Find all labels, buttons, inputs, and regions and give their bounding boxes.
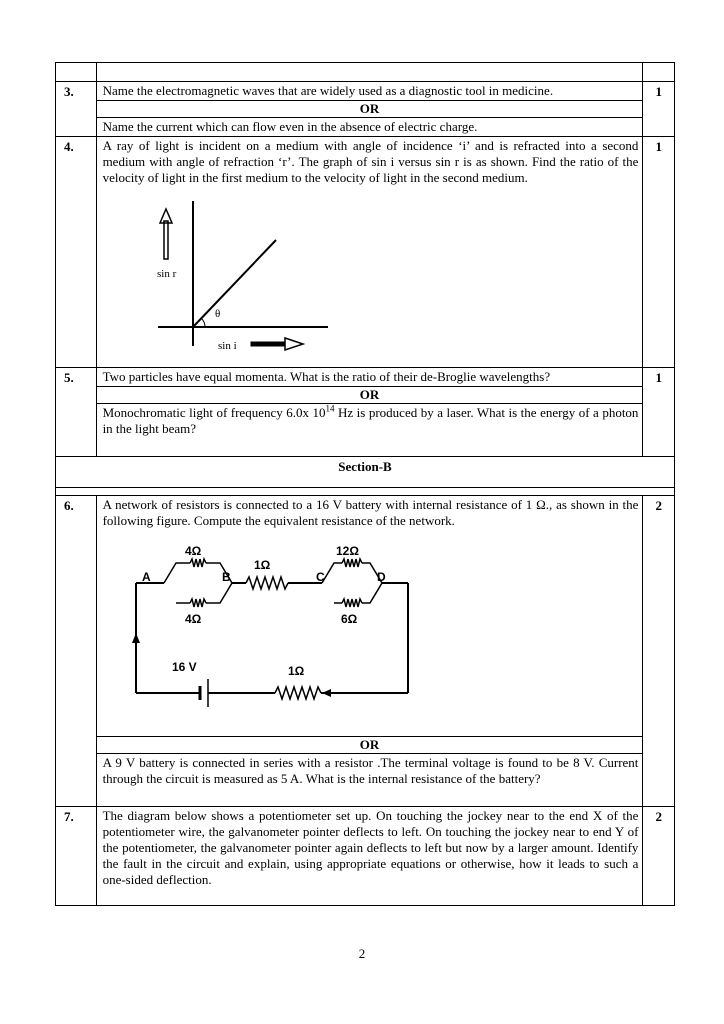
question-number: 3. <box>56 82 97 137</box>
table-row <box>56 404 675 457</box>
question-number: 4. <box>56 137 97 368</box>
table-row <box>56 368 675 387</box>
resistor-icon <box>190 559 206 567</box>
upward-arrow-icon <box>160 209 172 259</box>
question-text: The diagram below shows a potentiometer set up. On touching the jockey near to the end X of the potentiometer wire, the galvanometer pointer deflects to left. On touching the jockey near to end Y of the potentiometer, the galvanometer pointer again deflects to left but now by a larger amount. Identify the fault in the circuit and explain, using appropriate equations or otherwise, how it leads to such a one-sided deflection. <box>96 807 643 906</box>
table-row <box>56 101 675 118</box>
table-row <box>56 488 675 496</box>
node-a-label: A <box>141 570 151 584</box>
table-row <box>56 137 675 368</box>
question-marks: 1 <box>643 137 675 368</box>
graph-line <box>193 240 276 327</box>
resistor-ab-bottom-label: 4Ω <box>184 612 201 626</box>
question-text: A network of resistors is connected to a 16 V battery with internal resistance of 1 Ω., as shown in the following figure. Compute the equivalent resistance of the network. <box>102 497 639 528</box>
resistor-internal-label: 1Ω <box>287 664 304 678</box>
parallel-block-cd <box>322 563 382 603</box>
or-label: OR <box>96 101 643 118</box>
node-b-label: B <box>221 570 231 584</box>
node-d-label: D <box>376 570 386 584</box>
question-table <box>55 62 675 906</box>
resistor-icon <box>342 559 362 567</box>
resistor-icon <box>246 577 288 589</box>
resistor-icon <box>342 599 362 607</box>
table-row <box>56 82 675 101</box>
arrow-left-icon <box>322 689 331 697</box>
question-alt-text: Name the current which can flow even in the absence of electric charge. <box>96 118 643 137</box>
resistor-cd-top-label: 12Ω <box>335 544 359 558</box>
table-row <box>56 457 675 488</box>
right-arrow-icon <box>251 338 303 350</box>
question-text: Two particles have equal momenta. What is the ratio of their de-Broglie wavelengths? <box>96 368 643 387</box>
table-row <box>56 754 675 807</box>
question-marks: 2 <box>643 807 675 906</box>
resistor-cd-bottom-label: 6Ω <box>340 612 357 626</box>
page-number: 2 <box>358 946 366 961</box>
y-axis-label: sin r <box>156 268 176 280</box>
arrow-up-icon <box>132 633 140 643</box>
resistor-ab-top-label: 4Ω <box>184 544 201 558</box>
question-marks: 1 <box>643 82 675 137</box>
question-text: A ray of light is incident on a medium with angle of incidence ‘i’ and is refracted into a second medium with angle of refraction ‘r’. The graph of sin i versus sin r is as shown. Find the ratio of the velocity of light in the first medium to the velocity of light in the second medium. <box>102 138 639 185</box>
table-row <box>56 496 675 737</box>
resistor-bc-label: 1Ω <box>253 558 270 572</box>
angle-label: θ <box>214 308 220 320</box>
section-heading: Section-B <box>56 457 675 488</box>
table-row <box>56 387 675 404</box>
question-alt-text: A 9 V battery is connected in series with a resistor .The terminal voltage is found to be 8 V. Current through the circuit is measured as 5 A. What is the internal resistance of the battery? <box>96 754 643 807</box>
node-c-label: C <box>315 570 325 584</box>
sin-graph-figure <box>153 201 453 366</box>
or-label: OR <box>96 737 643 754</box>
battery-icon <box>200 679 208 707</box>
question-number: 7. <box>56 807 97 906</box>
question-number: 5. <box>56 368 97 457</box>
question-marks: 2 <box>643 496 675 807</box>
table-row <box>56 807 675 906</box>
question-marks: 1 <box>643 368 675 457</box>
battery-label: 16 V <box>171 660 197 674</box>
or-label: OR <box>96 387 643 404</box>
question-text: Name the electromagnetic waves that are widely used as a diagnostic tool in medicine. <box>96 82 643 101</box>
resistor-network-figure <box>126 543 426 713</box>
resistor-icon <box>190 599 206 607</box>
table-row <box>56 118 675 137</box>
resistor-icon <box>275 687 321 699</box>
x-axis-label: sin i <box>217 340 237 352</box>
table-row <box>56 737 675 754</box>
question-alt-text: Monochromatic light of frequency 6.0x $10^{14}$ Hz is produced by a laser. What is the energy of a photon in the light beam? <box>96 404 643 457</box>
table-row <box>56 63 675 82</box>
question-number: 6. <box>56 496 97 807</box>
